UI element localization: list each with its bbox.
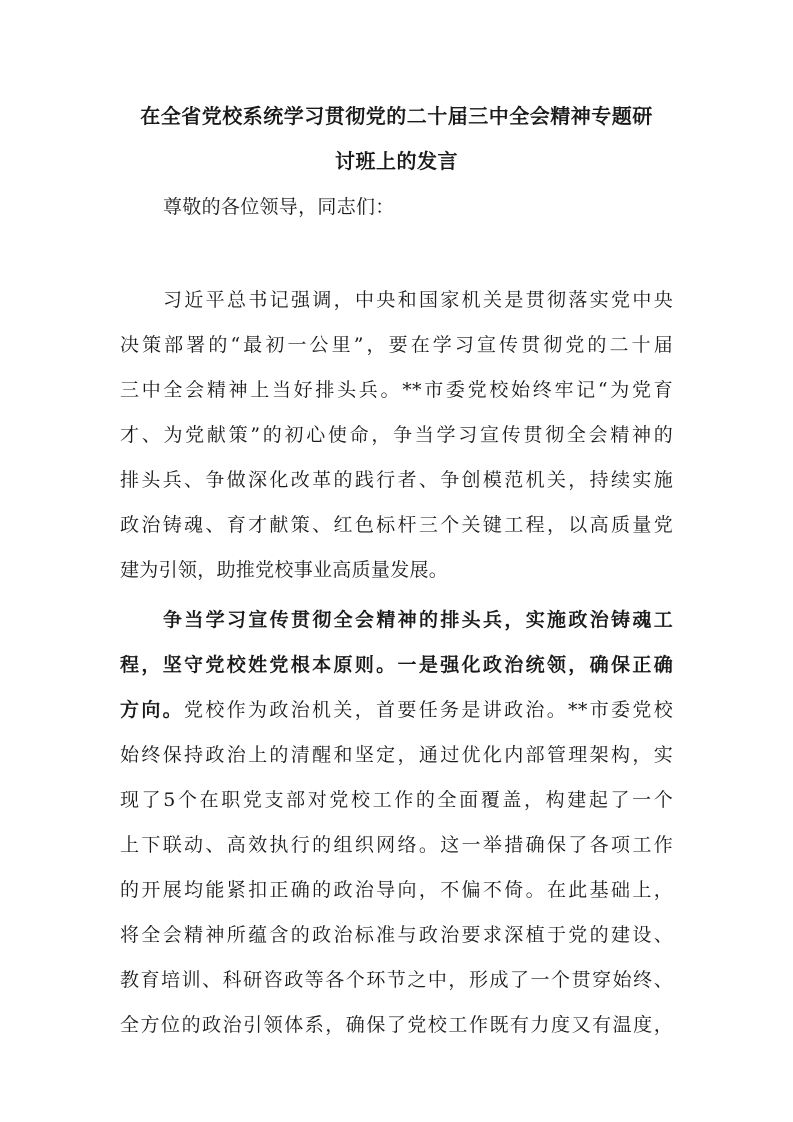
paragraph-2-line: 上下联动、高效执行的组织网络。这一举措确保了各项工作 [120, 834, 673, 856]
greeting: 尊敬的各位领导，同志们： [163, 196, 395, 218]
document-title-line-2: 讨班上的发言 [335, 149, 458, 173]
paragraph-2-line: 现了5个在职党支部对党校工作的全面覆盖，构建起了一个 [120, 789, 673, 811]
paragraph-2-line: 将全会精神所蕴含的政治标准与政治要求深植于党的建设、 [120, 924, 673, 946]
paragraph-1-line: 才、为党献策”的初心使命，争当学习宣传贯彻全会精神的 [120, 424, 673, 446]
paragraph-2-heading-line: 争当学习宣传贯彻全会精神的排头兵，实施政治铸魂工 [163, 609, 673, 631]
paragraph-2-line: 始终保持政治上的清醒和坚定，通过优化内部管理架构，实 [120, 744, 673, 766]
paragraph-2-text-fragment: 党校作为政治机关，首要任务是讲政治。**市委党校 [184, 699, 674, 721]
paragraph-1-line: 决策部署的“最初一公里”，要在学习宣传贯彻党的二十届 [120, 334, 673, 356]
paragraph-2-line: 全方位的政治引领体系，确保了党校工作既有力度又有温度， [120, 1014, 673, 1036]
paragraph-2-line: 教育培训、科研咨政等各个环节之中，形成了一个贯穿始终、 [120, 969, 673, 991]
paragraph-2-mixed-line [120, 695, 673, 725]
document-title-line-1: 在全省党校系统学习贯彻党的二十届三中全会精神专题研 [140, 104, 653, 128]
paragraph-2-line: 的开展均能紧扣正确的政治导向，不偏不倚。在此基础上， [120, 879, 673, 901]
paragraph-1-line: 三中全会精神上当好排头兵。**市委党校始终牢记“为党育 [120, 379, 673, 401]
paragraph-1-line: 排头兵、争做深化改革的践行者、争创模范机关，持续实施 [120, 469, 673, 491]
paragraph-1-line: 建为引领，助推党校事业高质量发展。 [120, 559, 449, 581]
paragraph-2-heading-fragment: 方向。 [120, 699, 185, 721]
paragraph-1-line: 政治铸魂、育才献策、红色标杆三个关键工程，以高质量党 [120, 514, 673, 536]
paragraph-1-line: 习近平总书记强调，中央和国家机关是贯彻落实党中央 [163, 289, 673, 311]
paragraph-2-heading-line: 程，坚守党校姓党根本原则。一是强化政治统领，确保正确 [120, 654, 673, 676]
